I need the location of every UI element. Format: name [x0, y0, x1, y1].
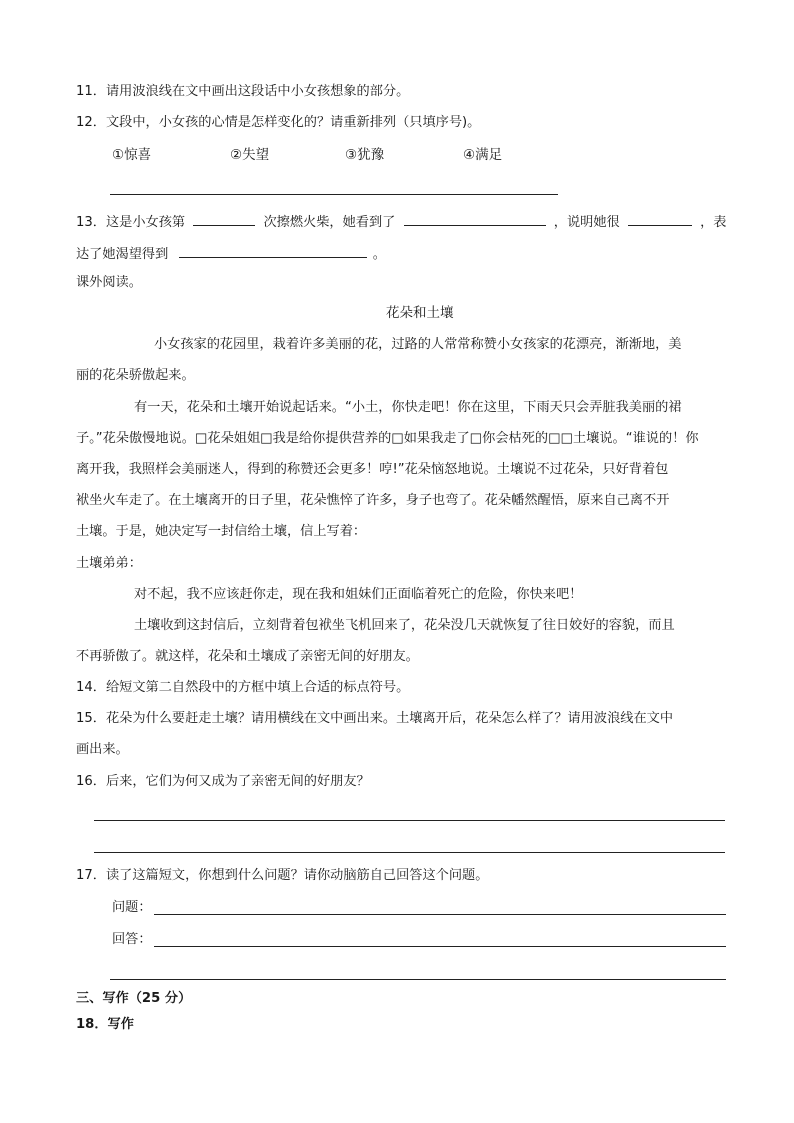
- story-line-11: 不再骄傲了。就这样，花朵和土壤成了亲密无间的好朋友。: [76, 649, 419, 664]
- question-12: 12．文段中，小女孩的心情是怎样变化的？请重新排列（只填序号)。: [76, 115, 481, 130]
- answer-line-16-a[interactable]: [94, 820, 725, 821]
- q17-question-label: 问题：: [112, 900, 152, 915]
- question-17: 17．读了这篇短文，你想到什么问题？请你动脑筋自己回答这个问题。: [76, 868, 489, 883]
- answer-line-12[interactable]: [110, 194, 558, 195]
- question-18: 18．写作: [76, 1017, 134, 1032]
- story-line-7: 土壤。于是，她决定写一封信给土壤，信上写着：: [76, 524, 367, 539]
- letter-salutation: 土壤弟弟：: [76, 556, 142, 571]
- question-13-line-1: [76, 210, 727, 233]
- option-4: ④满足: [463, 147, 503, 163]
- q13-text-3: ，说明她很: [553, 215, 620, 230]
- letter-body: 对不起，我不应该赶你走，现在我和姐妹们正面临着死亡的危险，你快来吧！: [134, 587, 583, 602]
- q17-answer-line-1[interactable]: [154, 946, 726, 947]
- question-15-line-1: 15．花朵为什么要赶走土壤？请用横线在文中画出来。土壤离开后，花朵怎么样了？请用波浪线在文中: [76, 711, 674, 726]
- question-15-line-2: 画出来。: [76, 742, 129, 757]
- section-3-heading: 三、写作（25 分）: [76, 991, 192, 1006]
- story-line-4: 子。”花朵傲慢地说。□花朵姐姐□我是给你提供营养的□如果我走了□你会枯死的□□土壤说。“谁说的！你: [76, 431, 699, 446]
- question-11: 11．请用波浪线在文中画出这段话中小女孩想象的部分。: [76, 84, 410, 99]
- question-14: 14．给短文第二自然段中的方框中填上合适的标点符号。: [76, 680, 410, 695]
- story-line-3: 有一天，花朵和土壤开始说起话来。“小土，你快走吧！你在这里，下雨天只会弄脏我美丽的裙: [134, 400, 682, 415]
- q13-text-1: 13．这是小女孩第: [76, 215, 186, 230]
- story-line-5: 离开我，我照样会美丽迷人，得到的称赞还会更多！哼!”花朵恼怒地说。土壤说不过花朵，只好背着包: [76, 462, 669, 477]
- story-title: 花朵和土壤: [386, 305, 454, 321]
- option-1: ①惊喜: [112, 147, 152, 163]
- question-13-line-2: [76, 242, 386, 265]
- answer-line-16-b[interactable]: [94, 852, 725, 853]
- q13-text-5: 达了她渴望得到: [76, 247, 169, 262]
- q13-text-6: 。: [372, 247, 386, 262]
- story-line-6: 袱坐火车走了。在土壤离开的日子里，花朵憔悴了许多，身子也弯了。花朵幡然醒悟，原来自己离不开: [76, 493, 670, 508]
- story-line-10: 土壤收到这封信后，立刻背着包袱坐飞机回来了，花朵没几天就恢复了往日姣好的容貌，而且: [134, 618, 675, 633]
- extra-reading-label: 课外阅读。: [76, 275, 142, 290]
- option-3: ③犹豫: [345, 147, 385, 163]
- q13-blank-desire[interactable]: [179, 242, 367, 258]
- q13-blank-feeling[interactable]: [628, 210, 692, 226]
- q13-text-2: 次擦燃火柴，她看到了: [263, 215, 396, 230]
- story-line-1: 小女孩家的花园里，栽着许多美丽的花，过路的人常常称赞小女孩家的花漂亮，渐渐地，美: [154, 337, 682, 352]
- q13-text-4: ，表: [700, 215, 727, 230]
- q17-answer-line-2[interactable]: [110, 979, 726, 980]
- q13-blank-count[interactable]: [193, 210, 255, 226]
- option-2: ②失望: [230, 147, 270, 163]
- q13-blank-saw[interactable]: [404, 210, 546, 226]
- question-16: 16．后来，它们为何又成为了亲密无间的好朋友？: [76, 774, 370, 789]
- story-line-2: 丽的花朵骄傲起来。: [76, 368, 195, 383]
- q17-question-line[interactable]: [154, 914, 726, 915]
- q17-answer-label: 回答：: [112, 932, 152, 947]
